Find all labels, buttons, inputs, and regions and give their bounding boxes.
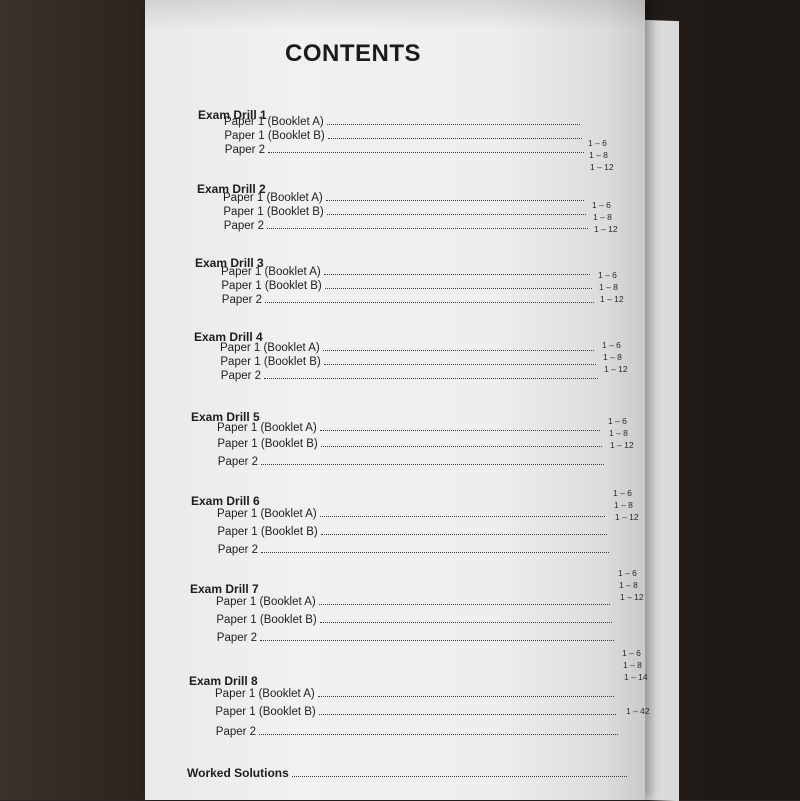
dot-leader [265,301,594,303]
page-ref: 1 – 6 [598,270,617,280]
toc-entry[interactable] [223,190,584,204]
page-ref: 1 – 12 [600,294,624,304]
drill-title: Exam Drill 2 [197,182,266,196]
dot-leader [321,533,607,535]
toc-entry-label: Paper 1 (Booklet A) [223,192,323,204]
dot-leader [264,377,598,379]
worked-solutions-entry[interactable] [187,764,627,780]
toc-entry-label: Paper 1 (Booklet A) [224,116,324,128]
page-ref: 1 – 8 [619,580,638,590]
toc-entry-label: Paper 1 (Booklet A) [217,422,317,434]
page-ref: 1 – 8 [599,282,618,292]
toc-entry[interactable] [216,594,610,608]
page-ref: 1 – 12 [615,512,639,522]
toc-entry[interactable] [217,436,602,450]
toc-entry[interactable] [224,114,580,128]
toc-entry[interactable] [216,612,612,626]
toc-entry-label: Paper 1 (Booklet B) [217,438,318,450]
dot-leader [319,603,610,605]
toc-entry[interactable] [224,128,582,142]
dot-leader [319,713,616,715]
dot-leader [324,273,590,275]
page-ref: 1 – 6 [613,488,632,498]
page-ref: 1 – 8 [589,150,608,160]
page-ref: 1 – 6 [602,340,621,350]
drill-title: Exam Drill 8 [189,674,258,688]
dot-leader [259,733,618,735]
toc-entry[interactable] [217,524,607,538]
toc-entry-label: Paper 2 [223,220,265,232]
dot-leader [328,137,582,139]
toc-entry-label: Paper 1 (Booklet A) [217,508,317,520]
toc-entry-label: Paper 1 (Booklet B) [217,526,318,538]
page-ref: 1 – 6 [588,138,607,148]
page-ref: 1 – 6 [622,648,641,658]
toc-entry[interactable] [220,340,594,354]
toc-entry[interactable] [215,686,614,700]
toc-entry[interactable] [217,420,600,434]
toc-entry-label: Paper 1 (Booklet B) [220,356,321,368]
toc-entry-label: Paper 1 (Booklet A) [220,342,320,354]
dot-leader [318,695,614,697]
drill-title: Exam Drill 7 [190,582,259,596]
toc-entry-label: Paper 1 (Booklet B) [216,614,317,626]
drill-title: Exam Drill 5 [191,410,260,424]
page-ref: 1 – 8 [609,428,628,438]
toc-entry-label: Paper 2 [221,294,263,306]
page-ref: 1 – 6 [592,200,611,210]
page-ref: 1 – 8 [593,212,612,222]
toc-entry-label: Paper 2 [217,456,259,468]
toc-entry[interactable] [222,292,594,306]
page-ref: 1 – 6 [608,416,627,426]
dot-leader [321,445,602,447]
toc-entry-label: Paper 1 (Booklet B) [223,206,324,218]
dot-leader [260,639,614,641]
toc-entry-label: Paper 2 [216,632,258,644]
toc-entry[interactable] [224,218,588,232]
drill-title: Exam Drill 3 [195,256,264,270]
page-ref: 1 – 12 [604,364,628,374]
page-ref: 1 – 8 [614,500,633,510]
dot-leader [320,429,600,431]
page-ref: 1 – 12 [594,224,618,234]
toc-entry[interactable] [218,454,604,468]
dot-leader [326,199,584,201]
toc-entry-label: Paper 1 (Booklet A) [215,688,315,700]
dot-leader [327,123,580,125]
toc-entry[interactable] [218,542,609,556]
toc-entry[interactable] [221,264,590,278]
page-ref: 1 – 8 [623,660,642,670]
dot-leader [320,515,605,517]
toc-entry-label: Paper 2 [224,144,266,156]
dot-leader [325,287,592,289]
dot-leader [267,227,588,229]
page-ref: 1 – 6 [618,568,637,578]
dot-leader [320,621,612,623]
page-ref: 1 – 12 [610,440,634,450]
toc-entry[interactable] [221,368,598,382]
page-ref: 1 – 12 [590,162,614,172]
toc-entry[interactable] [216,724,618,738]
toc-entry[interactable] [217,630,614,644]
page-ref: 1 – 12 [620,592,644,602]
drill-title: Exam Drill 6 [191,494,260,508]
toc-entry-label: Paper 2 [220,370,262,382]
page-shadow [145,0,645,30]
toc-entry[interactable] [220,354,596,368]
toc-entry-label: Paper 2 [217,544,259,556]
dot-leader [324,363,596,365]
worked-solutions-label: Worked Solutions [187,766,289,780]
toc-entry[interactable] [223,204,586,218]
dot-leader [268,151,584,153]
dot-leader [323,349,594,351]
toc-entry-label: Paper 1 (Booklet A) [221,266,321,278]
dot-leader [261,463,604,465]
page-title: CONTENTS [285,40,421,67]
toc-entry-label: Paper 1 (Booklet B) [224,130,325,142]
toc-entry[interactable] [215,704,616,718]
toc-entry-label: Paper 1 (Booklet B) [215,706,316,718]
drill-title: Exam Drill 4 [194,330,263,344]
dot-leader [327,213,586,215]
drill-title: Exam Drill 1 [198,108,267,122]
toc-entry-label: Paper 2 [215,726,257,738]
page-ref: 1 – 8 [603,352,622,362]
toc-entry[interactable] [217,506,605,520]
toc-entry-label: Paper 1 (Booklet B) [221,280,322,292]
page-ref-worked-solutions: 1 – 42 [626,706,650,716]
dot-leader [261,551,609,553]
dot-leader [292,775,627,777]
page-ref: 1 – 14 [624,672,648,682]
toc-entry[interactable] [225,142,584,156]
toc-entry[interactable] [221,278,592,292]
toc-entry-label: Paper 1 (Booklet A) [216,596,316,608]
